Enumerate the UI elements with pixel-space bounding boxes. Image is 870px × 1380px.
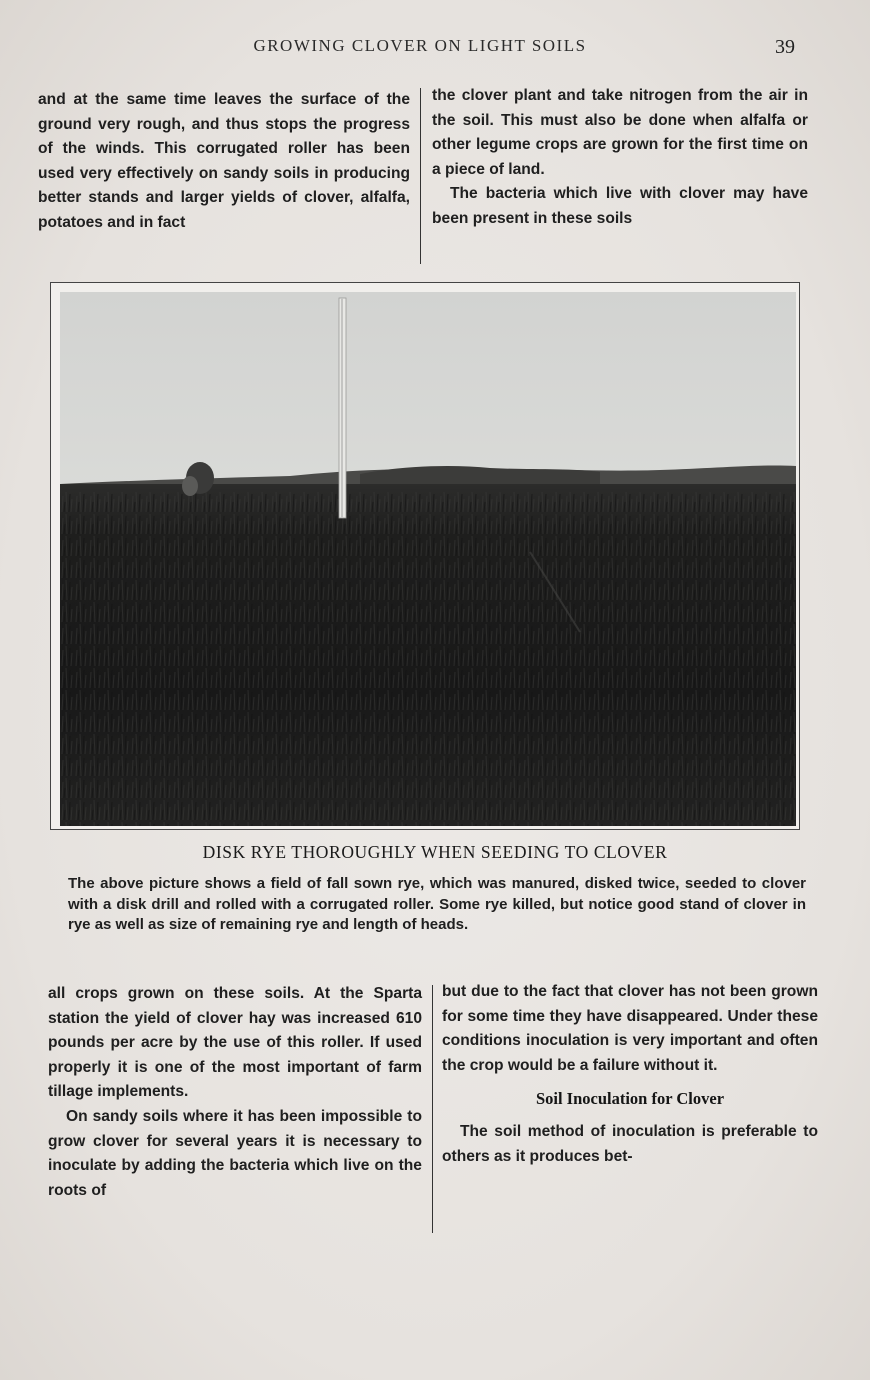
paragraph: all crops grown on these soils. At the Sparta station the yield of clover hay was increased 610 pounds per acre by the use of this roller. If used properly it is one of the most important of farm tillage implements. [48, 985, 422, 1101]
top-left-column [38, 88, 410, 236]
bottom-right-column [442, 980, 818, 1170]
paragraph: On sandy soils where it has been impossible to grow clover for several years it is necessary to inoculate by adding the bacteria which live on the roots of [48, 1107, 422, 1199]
column-divider-top [420, 88, 421, 264]
bottom-left-column [48, 982, 422, 1203]
running-head [0, 36, 870, 62]
paragraph: the clover plant and take nitrogen from the air in the soil. This must also be done when alfalfa or other legume crops are grown for the first time on a piece of land. [432, 87, 808, 178]
section-heading: Soil Inoculation for Clover [535, 1089, 725, 1109]
paragraph: and at the same time leaves the surface of the ground very rough, and thus stops the progress of the winds. This corrugated roller has been used very effectively on sandy soils in producing better stands and larger yields of clover, alfalfa, potatoes and in fact [38, 91, 410, 231]
column-divider-bottom [432, 985, 433, 1233]
figure-caption-body: The above picture shows a field of fall sown rye, which was manured, disked twice, seeded to clover with a disk drill and rolled with a corrugated roller. Some rye killed, but notice good stand of clover in rye as well as size of remaining rye and length of heads. [68, 875, 806, 933]
paragraph: but due to the fact that clover has not been grown for some time they have disappeared. Under these conditions inoculation is very important and often the crop would be a failure without it. [442, 983, 818, 1074]
top-right-column [432, 84, 808, 232]
paragraph: The soil method of inoculation is preferable to others as it produces bet- [442, 1123, 818, 1165]
paragraph: The bacteria which live with clover may have been present in these soils [432, 185, 808, 227]
field-photograph [60, 292, 796, 826]
page-number: 39 [775, 36, 795, 58]
running-title: GROWING CLOVER ON LIGHT SOILS [253, 36, 587, 55]
figure-caption-title: DISK RYE THOROUGHLY WHEN SEEDING TO CLOVER [202, 842, 668, 862]
